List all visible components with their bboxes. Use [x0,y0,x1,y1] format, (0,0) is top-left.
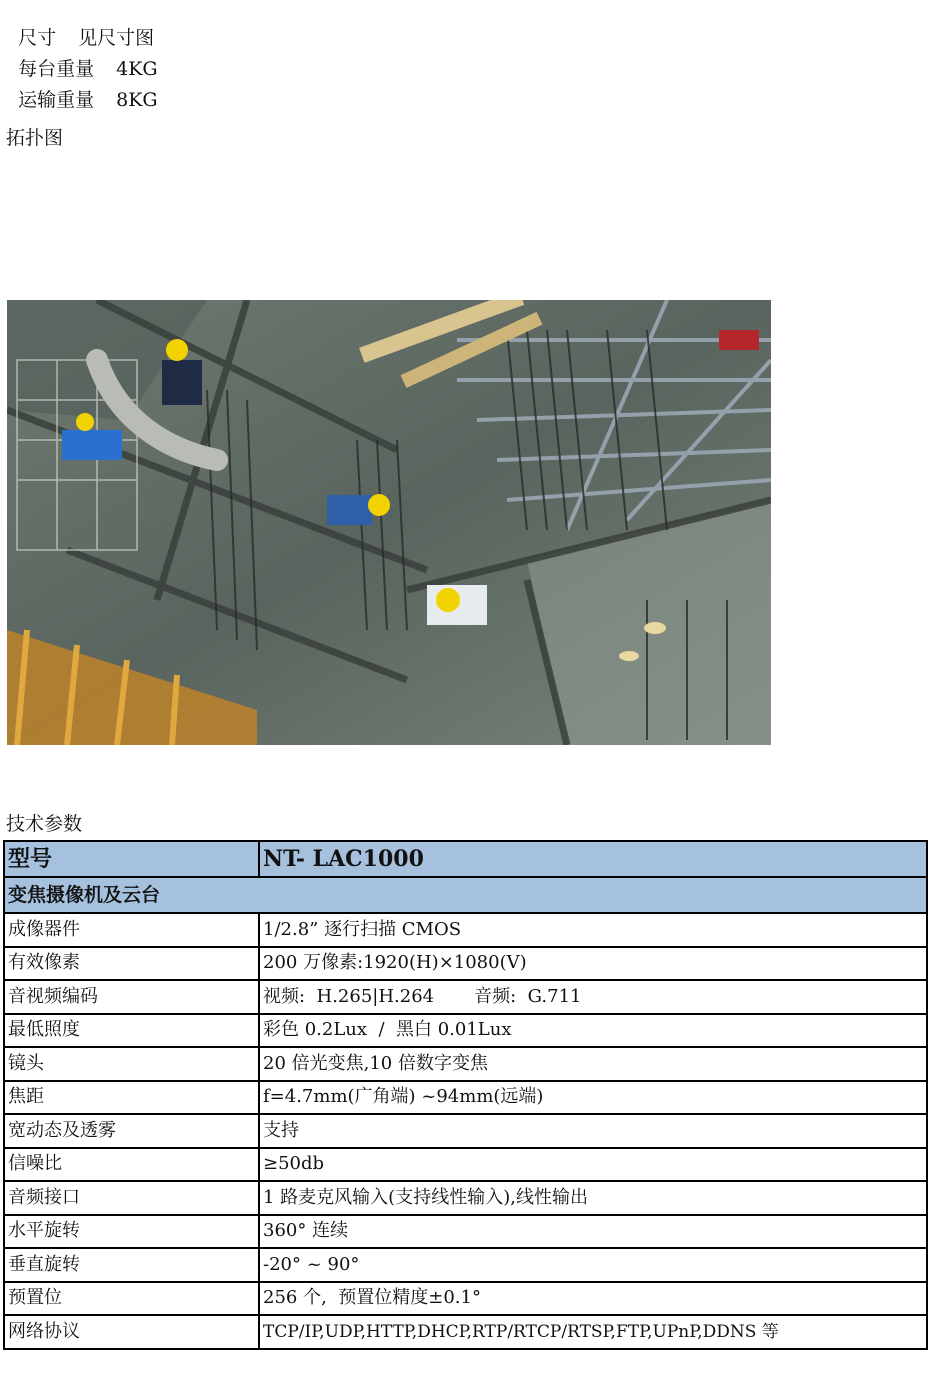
row-value: ≥50db [259,1148,927,1182]
row-label: 音视频编码 [4,980,259,1014]
row-label: 音频接口 [4,1181,259,1215]
table-row [4,1148,927,1182]
row-value: 200 万像素:1920(H)×1080(V) [259,947,927,981]
row-value: 支持 [259,1114,927,1148]
topology-title: 拓扑图 [6,127,64,149]
row-value: f=4.7mm(广角端) ~94mm(远端) [259,1081,927,1115]
row-value: -20° ~ 90° [259,1248,927,1282]
row-value: 20 倍光变焦,10 倍数字变焦 [259,1047,927,1081]
section-label: 变焦摄像机及云台 [4,877,927,913]
info-value: 见尺寸图 [78,27,155,49]
table-row [4,1014,927,1048]
model-label: 型号 [4,841,259,877]
model-value: NT- LAC1000 [259,841,927,877]
info-label: 尺寸 [18,27,57,49]
info-line-shipping-weight [6,64,158,112]
table-section-row [4,877,927,913]
row-value: 视频: H.265|H.264 音频: G.711 [259,980,927,1014]
row-value: 1 路麦克风输入(支持线性输入),线性输出 [259,1181,927,1215]
spec-table [3,840,928,1350]
table-row [4,1315,927,1349]
row-value: 256 个, 预置位精度±0.1° [259,1282,927,1316]
table-row [4,1215,927,1249]
table-row [4,1181,927,1215]
row-label: 有效像素 [4,947,259,981]
table-header-row [4,841,927,877]
table-row [4,1114,927,1148]
row-label: 预置位 [4,1282,259,1316]
tech-params-title: 技术参数 [6,813,83,835]
row-label: 宽动态及透雾 [4,1114,259,1148]
row-value: 彩色 0.2Lux / 黑白 0.01Lux [259,1014,927,1048]
construction-site-photo [7,300,771,745]
table-row [4,913,927,947]
row-label: 信噪比 [4,1148,259,1182]
row-label: 水平旋转 [4,1215,259,1249]
table-row [4,1248,927,1282]
row-value: TCP/IP,UDP,HTTP,DHCP,RTP/RTCP/RTSP,FTP,UPnP,DDNS 等 [259,1315,927,1349]
info-label: 运输重量 [18,89,95,111]
table-row [4,1047,927,1081]
info-value: 4KG [116,58,158,80]
row-label: 焦距 [4,1081,259,1115]
row-label: 最低照度 [4,1014,259,1048]
table-row [4,1081,927,1115]
row-label: 垂直旋转 [4,1248,259,1282]
table-row [4,1282,927,1316]
row-value: 1/2.8” 逐行扫描 CMOS [259,913,927,947]
table-row [4,980,927,1014]
row-label: 成像器件 [4,913,259,947]
row-value: 360° 连续 [259,1215,927,1249]
table-row [4,947,927,981]
info-label: 每台重量 [18,58,95,80]
row-label: 镜头 [4,1047,259,1081]
row-label: 网络协议 [4,1315,259,1349]
info-value: 8KG [116,89,158,111]
